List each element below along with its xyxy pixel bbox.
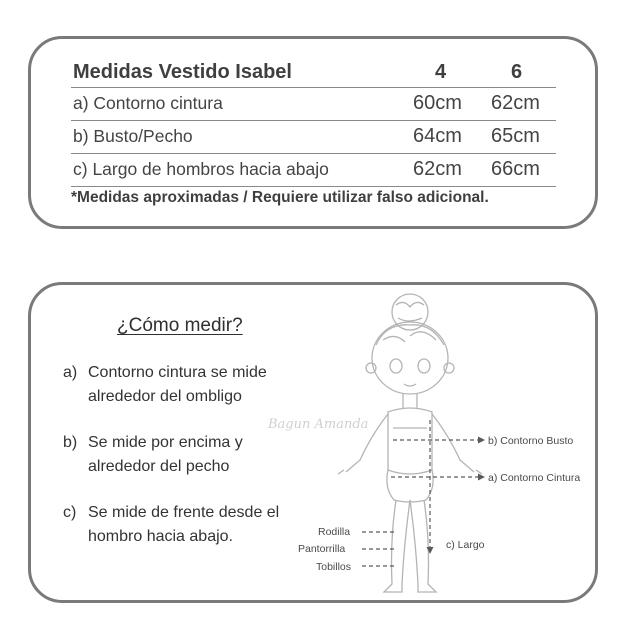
step-letter: b)	[63, 434, 78, 451]
label-tobillos: Tobillos	[316, 561, 352, 573]
how-to-measure-title: ¿Cómo medir?	[117, 315, 243, 336]
label-pantorrilla: Pantorrilla	[298, 543, 346, 555]
row-value-4: 60cm	[413, 92, 462, 114]
row-value-6: 65cm	[491, 125, 540, 147]
table-title: Medidas Vestido Isabel	[73, 61, 292, 83]
row-value-6: 66cm	[491, 158, 540, 180]
arrowheads	[427, 437, 486, 555]
size-header-4: 4	[435, 61, 447, 83]
label-rodilla: Rodilla	[318, 526, 351, 538]
step-letter: a)	[63, 364, 78, 381]
step-letter: c)	[63, 504, 77, 521]
size-header-6: 6	[511, 61, 523, 83]
busto-arrow-icon	[478, 437, 485, 444]
step-text: Se mide de frente desde el hombro hacia abajo.	[88, 504, 280, 545]
label-cintura: a) Contorno Cintura	[488, 472, 581, 484]
step-text: Se mide por encima y alrededor del pecho	[88, 434, 243, 475]
row-value-6: 62cm	[491, 92, 540, 114]
largo-arrow-icon	[427, 547, 434, 554]
row-value-4: 64cm	[413, 125, 462, 147]
watermark-text: Bagun Amanda	[268, 417, 369, 432]
row-label: a) Contorno cintura	[73, 93, 223, 113]
cintura-arrow-icon	[478, 474, 485, 481]
row-label: c) Largo de hombros hacia abajo	[73, 159, 329, 179]
label-largo: c) Largo	[446, 539, 485, 551]
step-text: Contorno cintura se mide alrededor del ombligo	[88, 364, 267, 405]
row-value-4: 62cm	[413, 158, 462, 180]
sizes-note: *Medidas aproximadas / Requiere utilizar falso adicional.	[71, 189, 489, 206]
row-label: b) Busto/Pecho	[73, 126, 193, 146]
label-busto: b) Contorno Busto	[488, 435, 574, 447]
